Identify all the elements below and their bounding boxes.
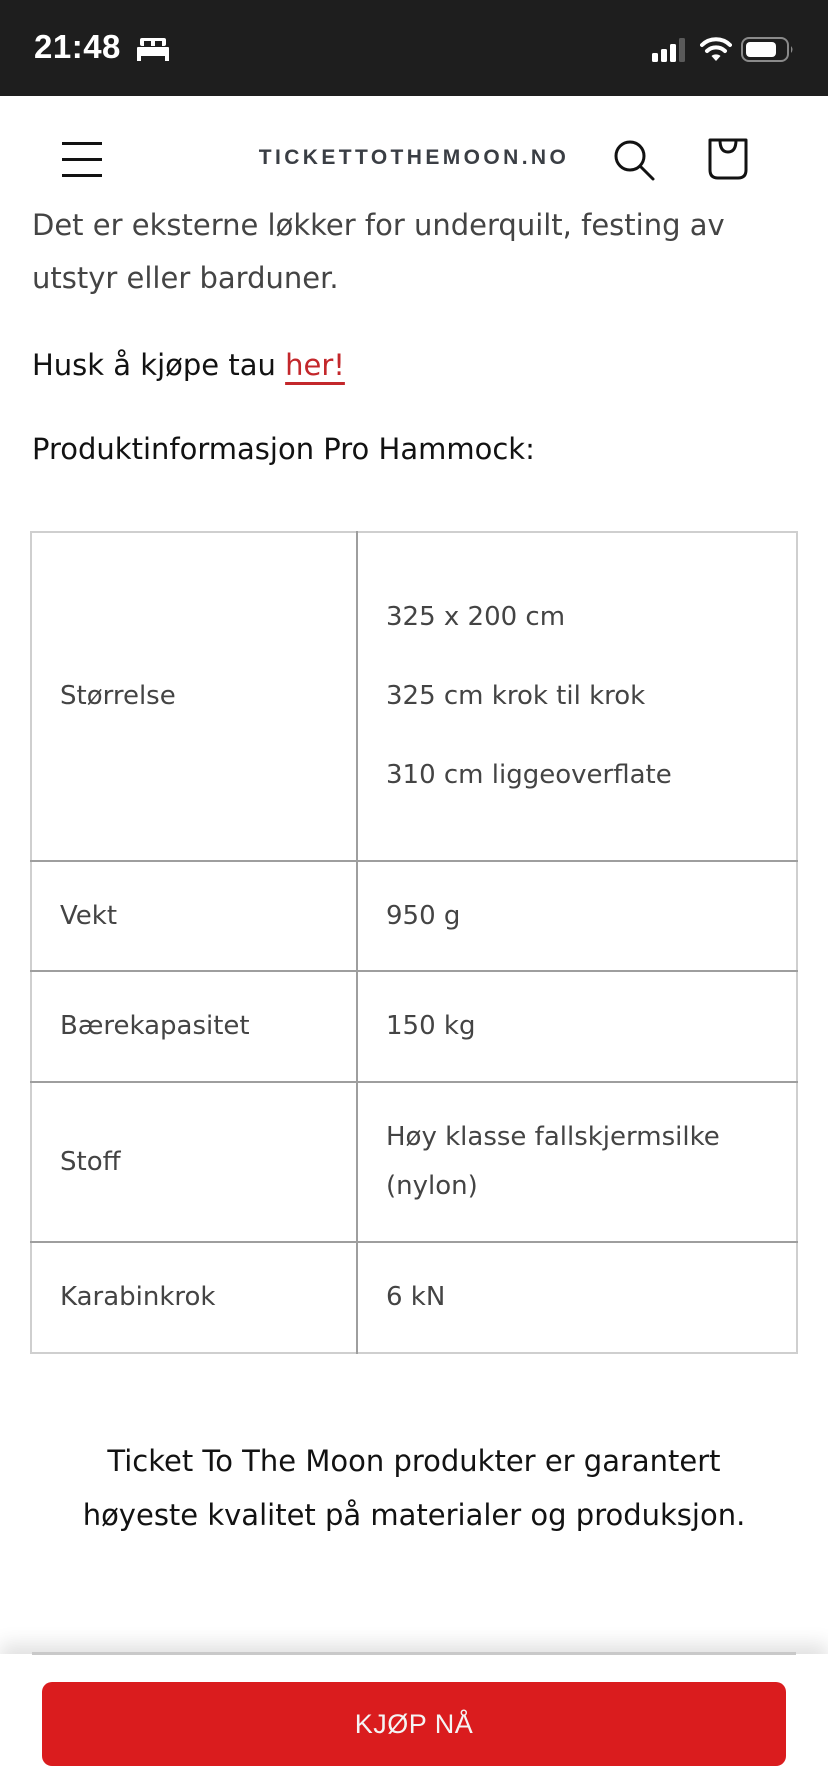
table-row bbox=[31, 1082, 797, 1242]
table-row bbox=[31, 1242, 797, 1353]
rope-reminder-text: Husk å kjøpe tau bbox=[32, 348, 286, 382]
spec-value: Høy klasse fallskjermsilke (nylon) bbox=[357, 1082, 797, 1242]
site-logo[interactable]: TICKETTOTHEMOON.NO bbox=[258, 146, 570, 169]
spec-value-line: 310 cm liggeoverflate bbox=[386, 760, 672, 790]
wifi-icon bbox=[700, 36, 732, 62]
spec-label: Karabinkrok bbox=[31, 1242, 357, 1353]
spec-table bbox=[30, 531, 798, 1354]
table-row bbox=[31, 971, 797, 1082]
spec-value bbox=[357, 532, 797, 861]
status-time: 21:48 bbox=[34, 28, 121, 65]
table-row bbox=[31, 532, 797, 861]
spec-value: 950 g bbox=[357, 861, 797, 971]
spec-table-heading: Produktinformasjon Pro Hammock: bbox=[32, 432, 535, 466]
intro-paragraph: Det er eksterne løkker for underquilt, festing av utstyr eller barduner. bbox=[32, 208, 725, 295]
status-bar bbox=[0, 0, 828, 96]
spec-label: Bærekapasitet bbox=[31, 971, 357, 1082]
buy-now-button[interactable]: KJØP NÅ bbox=[42, 1682, 786, 1766]
rope-link[interactable]: her! bbox=[285, 348, 345, 382]
spec-label: Vekt bbox=[31, 861, 357, 971]
spec-label: Stoff bbox=[31, 1082, 357, 1242]
spec-label: Størrelse bbox=[31, 532, 357, 861]
spec-value: 150 kg bbox=[357, 971, 797, 1082]
quality-statement: Ticket To The Moon produkter er garantert høyeste kvalitet på materialer og produksjon. bbox=[82, 1444, 746, 1532]
spec-value: 6 kN bbox=[357, 1242, 797, 1353]
sticky-buy-bar bbox=[0, 1654, 828, 1792]
spec-value-line: 325 x 200 cm bbox=[386, 602, 566, 632]
battery-icon bbox=[741, 37, 795, 62]
bed-icon bbox=[136, 36, 170, 62]
hamburger-menu-icon[interactable] bbox=[62, 142, 106, 178]
cellular-signal-icon bbox=[652, 38, 688, 62]
table-row bbox=[31, 861, 797, 971]
rope-reminder bbox=[32, 339, 802, 392]
spec-value-line: 325 cm krok til krok bbox=[386, 681, 646, 711]
shopping-bag-icon[interactable] bbox=[706, 136, 750, 182]
search-icon[interactable] bbox=[612, 138, 656, 182]
